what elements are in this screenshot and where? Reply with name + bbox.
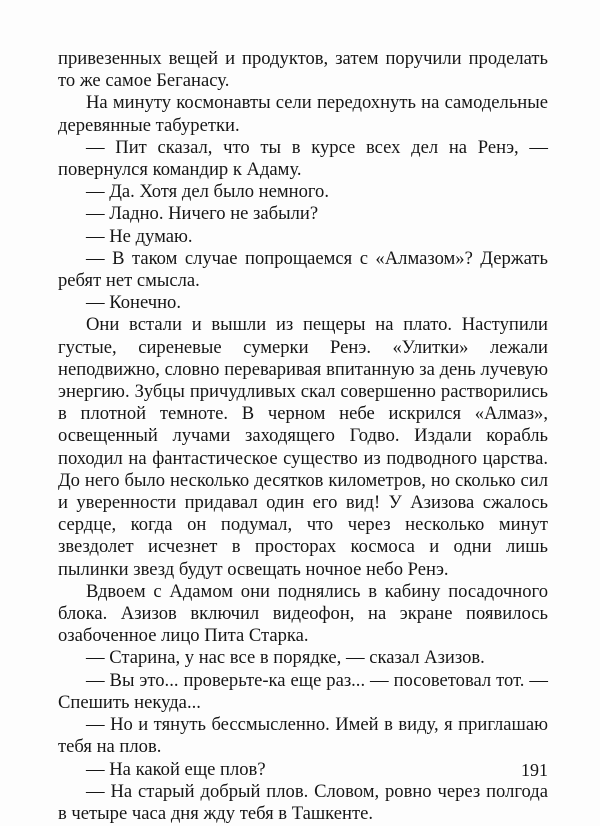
paragraph-10: Вдвоем с Адамом они поднялись в кабину посадочного блока. Азизов включил видеофон, на экране появилось озабоченное лицо Пита Старка. bbox=[58, 580, 548, 647]
paragraph-4: — Да. Хотя дел было немного. bbox=[86, 181, 330, 203]
paragraph-14: — На какой еще плов? bbox=[86, 758, 266, 780]
paragraph-13: — Но и тянуть бессмысленно. Имей в виду, я приглашаю тебя на плов. bbox=[58, 714, 548, 758]
page-text bbox=[58, 48, 548, 825]
paragraph-1: привезенных вещей и продуктов, затем поручили проделать то же самое Беганасу. bbox=[58, 48, 548, 92]
paragraph-5: — Ладно. Ничего не забыли? bbox=[86, 203, 319, 225]
paragraph-8: — Конечно. bbox=[86, 292, 182, 314]
paragraph-6: — Не думаю. bbox=[86, 225, 193, 247]
paragraph-11: — Старина, у нас все в порядке, — сказал Азизов. bbox=[86, 647, 485, 669]
paragraph-9: Они встали и вышли из пещеры на плато. Наступили густые, сиреневые сумерки Ренэ. «Улитки» лежали неподвижно, словно переваривая впитанную за день лучевую энергию. Зубцы причудливых скал совершенно растворились в плотной темноте. В черном небе искрился «Алмаз», освещенный лучами заходящего Годво. Издали корабль походил на фантастическое существо из подводного царства. До него было несколько десятков километров, но сколько сил и уверенности придавал один его вид! У Азизова сжалось сердце, когда он подумал, что через несколько минут звездолет исчезнет в просторах космоса и одни лишь пылинки звезд будут освещать ночное небо Ренэ. bbox=[58, 314, 548, 580]
paragraph-7: — В таком случае попрощаемся с «Алмазом»? Держать ребят нет смысла. bbox=[58, 247, 548, 292]
paragraph-3: — Пит сказал, что ты в курсе всех дел на Ренэ, — повернулся командир к Адаму. bbox=[58, 136, 548, 181]
paragraph-2: На минуту космонавты сели передохнуть на самодельные деревянные табуретки. bbox=[58, 92, 548, 136]
page-number: 191 bbox=[521, 760, 548, 780]
paragraph-12: — Вы это... проверьте-ка еще раз... — посоветовал тот. — Спешить некуда... bbox=[58, 669, 548, 713]
paragraph-15: — На старый добрый плов. Словом, ровно через полгода в четыре часа дня жду тебя в Ташкенте. bbox=[58, 780, 548, 824]
